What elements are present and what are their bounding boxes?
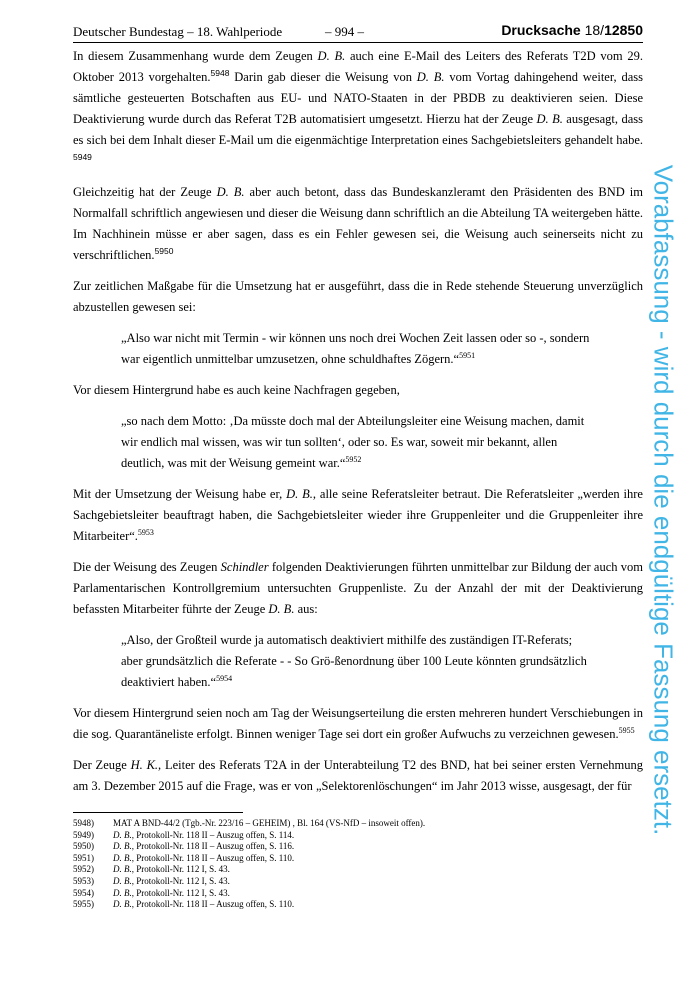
footnote: 5948) MAT A BND-44/2 (Tgb.-Nr. 223/16 – GEHEIM) , Bl. 164 (VS-NfD – insoweit offen). [73,818,426,828]
page-header [73,22,643,43]
footnote-ref: 5951 [459,351,476,360]
footnote: 5949) D. B., Protokoll-Nr. 118 II – Auszug offen, S. 114. [73,829,295,840]
footnotes [73,818,643,911]
header-document-number: Drucksache 18/12850 [501,22,643,38]
footnote: 5954) D. B., Protokoll-Nr. 112 I, S. 43. [73,887,230,898]
paragraph: Gleichzeitig hat der Zeuge D. B. aber auch betont, dass das Bundeskanzleramt den Präsidenten des BND im Normalfall schriftlich angewiesen und dieser die Weisung dann schriftlich an die Abteilung TA weitergeben hätte. Im Nachhinein müsse er aber sagen, dass es ein Fehler gewesen sei, die Weisung auch seinerseits nicht zu verschriftlichen.$^{5950}$ [73,185,643,262]
footnote-ref: 5952 [345,455,362,464]
main-text [73,46,643,807]
draft-watermark: Vorabfassung - wird durch die endgültige Fassung ersetzt. [648,164,679,836]
paragraph: Zur zeitlichen Maßgabe für die Umsetzung hat er ausgeführt, dass die in Rede stehende Steuerung unverzüglich abzustellen gewesen sei: [73,279,643,314]
footnote-divider [73,812,243,813]
header-page-number: – 994 – [325,24,364,39]
footnote-ref: 5953 [137,528,154,537]
footnote: 5953) D. B., Protokoll-Nr. 112 I, S. 43. [73,875,230,886]
block-quote: „Also, der Großteil wurde ja automatisch deaktiviert mithilfe des zuständigen IT-Referats; aber grundsätzlich die Referate - - So Grö-ßenordnung über 100 Leute könnten grundsätzlich deaktiviert haben.“$^{5954}$ [121,633,587,689]
paragraph: In diesem Zusammenhang wurde dem Zeugen D. B. auch eine E-Mail des Leiters des Referats T2D vom 29. Oktober 2013 vorgehalten.$^{5948}$ Darin gab dieser die Weisung von D. B. vom Vortag dahingehend weiter, dass sämtliche gesteuerten Botschaften aus EU- und NATO-Staaten in der PBDB zu deaktivieren seien. Diese Deaktivierung wurde durch das Referat T2B automatisiert umgesetzt. Hierzu hat der Zeuge D. B. ausgesagt, dass es sich bei dem Inhalt dieser E-Mail um die eigenmächtige Interpretation eines Sachgebietsleiters gehandelt habe. $^{5949}$ [73,49,643,162]
footnote-ref: 5954 [216,674,233,683]
footnote: 5952) D. B., Protokoll-Nr. 112 I, S. 43. [73,864,230,875]
paragraph: Mit der Umsetzung der Weisung habe er, D. B., alle seine Referatsleiter betraut. Die Referatsleiter „werden ihre Sachgebietsleiter beauftragt haben, die Sachgebietsleiter wieder ihre Gruppenleiter und die Gruppenleiter ihre Mitarbeiter“.$^{5953}$ [73,487,643,543]
footnote: 5955) D. B., Protokoll-Nr. 118 II – Auszug offen, S. 110. [73,899,295,910]
footnote-ref: 5950 [154,246,174,256]
block-quote: „so nach dem Motto: ‚Da müsste doch mal der Abteilungsleiter eine Weisung machen, damit wir endlich mal wissen, was wir tun sollten‘, oder so. Es war, soweit mir bekannt, allen deutlich, was mit der Weisung gemeint war.“$^{5952}$ [121,414,585,470]
footnote-ref: 5949 [73,152,92,162]
paragraph: Vor diesem Hintergrund habe es auch keine Nachfragen gegeben, [73,383,400,397]
paragraph: Der Zeuge H. K., Leiter des Referats T2A in der Unterabteilung T2 des BND, hat bei seiner ersten Vernehmung am 3. Dezember 2015 auf die Frage, was er von „Selektorenlöschungen“ im Jahr 2013 wisse, ausgesagt, der für [73,758,643,793]
footnote: 5951) D. B., Protokoll-Nr. 118 II – Auszug offen, S. 110. [73,852,295,863]
footnote-ref: 5955 [618,726,635,735]
block-quote: „Also war nicht mit Termin - wir können uns noch drei Wochen Zeit lassen oder so -, sondern war eigentlich unmittelbar umzusetzen, ohne schuldhaftes Zögern.“$^{5951}$ [121,331,590,366]
header-parliament: Deutscher Bundestag – 18. Wahlperiode [73,24,283,39]
paragraph: Die der Weisung des Zeugen Schindler folgenden Deaktivierungen führten unmittelbar zur Bildung der auch vom Parlamentarischen Kontrollgremium untersuchten Gruppenliste. Zu der Anzahl der mit der Deaktivierung befassten Mitarbeiter führte der Zeuge D. B. aus: [73,560,643,616]
footnote: 5950) D. B., Protokoll-Nr. 118 II – Auszug offen, S. 116. [73,841,295,852]
footnote-ref: 5948 [210,68,230,78]
paragraph: Vor diesem Hintergrund seien noch am Tag der Weisungserteilung die ersten mehreren hundert Verschiebungen in die sog. Quarantäneliste erfolgt. Binnen weniger Tage sei dort ein großer Aufwuchs zu verzeichnen gewesen.$^{5955}$ [73,706,643,741]
